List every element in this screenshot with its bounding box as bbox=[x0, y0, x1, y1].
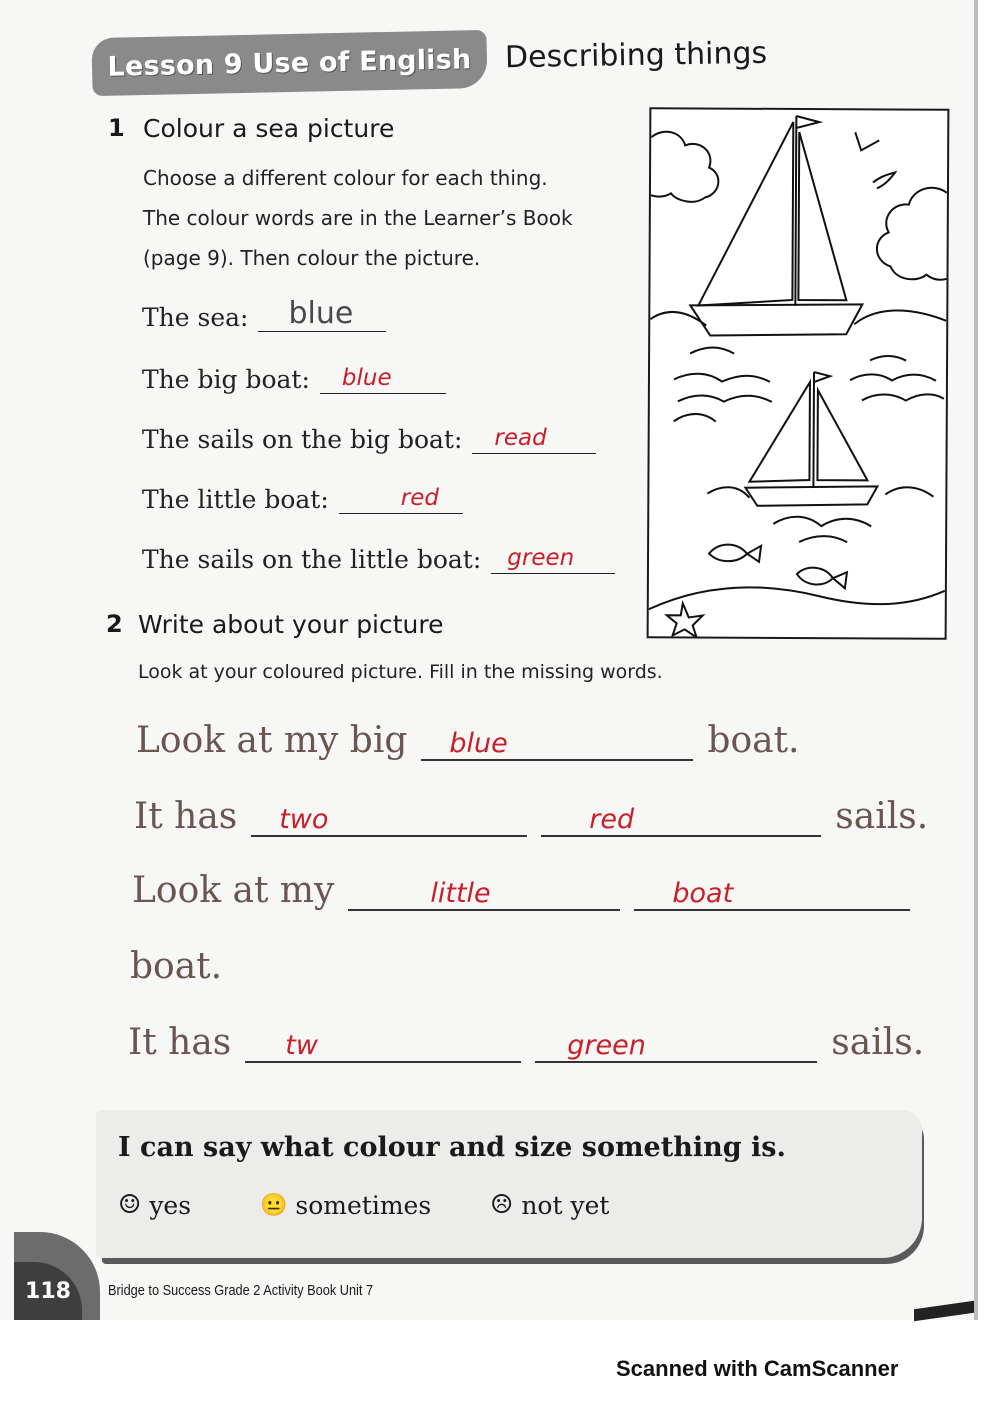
handwritten-answer: red bbox=[589, 804, 635, 835]
handwritten-answer: boat bbox=[672, 878, 734, 909]
section-1-instructions bbox=[143, 158, 573, 278]
bird-icon bbox=[855, 132, 879, 150]
sentence-3-continued bbox=[130, 946, 222, 987]
page-edge bbox=[974, 0, 978, 1320]
big-boat-hull bbox=[690, 303, 862, 336]
option-label: sometimes bbox=[295, 1190, 432, 1220]
colour-answer-field[interactable] bbox=[339, 480, 463, 514]
fill-in-blank[interactable] bbox=[535, 1023, 817, 1063]
handwritten-answer: green bbox=[507, 545, 575, 571]
colour-row-sea bbox=[142, 292, 386, 332]
colour-row-little-boat bbox=[142, 474, 463, 514]
colour-row-label: The sails on the little boat: bbox=[142, 545, 482, 574]
fish-icon bbox=[709, 545, 761, 562]
fish-icon bbox=[797, 568, 847, 589]
sentence-text: It has bbox=[134, 796, 238, 837]
colour-row-label: The sails on the big boat: bbox=[142, 425, 463, 454]
colour-row-label: The sea: bbox=[142, 303, 249, 332]
self-assessment-options bbox=[118, 1190, 609, 1220]
colour-row-big-boat-sails bbox=[142, 414, 596, 454]
colour-answer-field[interactable] bbox=[258, 298, 386, 332]
section-2-instruction: Look at your coloured picture. Fill in the missing words. bbox=[138, 661, 663, 683]
handwritten-answer: blue bbox=[288, 296, 354, 331]
option-label: not yet bbox=[521, 1190, 610, 1220]
instruction-line-2: The colour words are in the Learner’s Book bbox=[143, 206, 573, 230]
sad-face-icon: ☹ bbox=[490, 1190, 514, 1220]
instruction-line-3: (page 9). Then colour the picture. bbox=[143, 246, 481, 270]
sea-picture-illustration bbox=[649, 109, 948, 638]
colour-row-label: The big boat: bbox=[142, 365, 310, 394]
big-boat-sail-left bbox=[698, 121, 793, 305]
colour-answer-field[interactable] bbox=[491, 540, 615, 574]
fill-in-blank[interactable] bbox=[245, 1023, 521, 1063]
can-do-statement: I can say what colour and size something is. bbox=[118, 1132, 786, 1163]
sea-picture[interactable] bbox=[647, 107, 950, 640]
sentence-text: It has bbox=[128, 1022, 232, 1063]
book-info: Bridge to Success Grade 2 Activity Book Unit 7 bbox=[108, 1282, 374, 1299]
big-boat-sail-right bbox=[798, 132, 847, 300]
flag-icon bbox=[796, 116, 819, 128]
cloud-right-icon bbox=[877, 188, 947, 280]
sentence-text: Look at my bbox=[132, 870, 335, 911]
sentence-text: sails. bbox=[835, 796, 929, 837]
lesson-label-badge bbox=[91, 30, 487, 96]
fill-in-blank[interactable] bbox=[251, 797, 527, 837]
sentence-text: sails. bbox=[831, 1022, 925, 1063]
lesson-subtitle: Describing things bbox=[504, 35, 768, 76]
starfish-icon bbox=[667, 603, 703, 637]
fill-in-blank[interactable] bbox=[634, 871, 910, 911]
handwritten-answer: tw bbox=[285, 1030, 318, 1061]
handwritten-answer: two bbox=[279, 804, 329, 835]
bird-icon bbox=[873, 172, 895, 188]
lesson-label: Lesson 9 Use of English bbox=[107, 43, 472, 83]
option-not-yet[interactable] bbox=[490, 1190, 609, 1220]
option-yes[interactable] bbox=[118, 1190, 260, 1220]
colour-row-big-boat bbox=[142, 354, 446, 394]
sentence-text: Look at my big bbox=[136, 720, 408, 761]
colour-answer-field[interactable] bbox=[320, 360, 446, 394]
smiley-face-icon: ☺ bbox=[118, 1190, 142, 1220]
colour-row-label: The little boat: bbox=[142, 485, 329, 514]
handwritten-answer: green bbox=[567, 1030, 646, 1061]
handwritten-answer: blue bbox=[449, 728, 508, 759]
sentence-1 bbox=[136, 720, 800, 761]
sentence-text: boat. bbox=[130, 946, 223, 987]
sentence-text: boat. bbox=[707, 720, 800, 761]
section-2-title: Write about your picture bbox=[138, 610, 444, 639]
section-1-number: 1 bbox=[108, 114, 125, 142]
handwritten-answer: little bbox=[430, 878, 491, 909]
colour-row-little-boat-sails bbox=[142, 534, 615, 574]
sentence-3 bbox=[132, 870, 924, 911]
can-do-box bbox=[96, 1110, 922, 1258]
sentence-2 bbox=[134, 796, 928, 837]
neutral-face-icon: 😐 bbox=[260, 1192, 288, 1218]
little-boat-sail-right bbox=[817, 390, 867, 480]
handwritten-answer: blue bbox=[341, 365, 392, 391]
section-1-title: Colour a sea picture bbox=[143, 114, 395, 143]
fill-in-blank[interactable] bbox=[541, 797, 821, 837]
handwritten-answer: read bbox=[494, 425, 547, 451]
page-number: 118 bbox=[25, 1278, 71, 1304]
option-sometimes[interactable] bbox=[260, 1190, 490, 1220]
colour-answer-field[interactable] bbox=[472, 420, 596, 454]
flag-icon bbox=[814, 372, 830, 382]
sentence-4 bbox=[128, 1022, 924, 1063]
fill-in-blank[interactable] bbox=[421, 721, 693, 761]
little-boat-hull bbox=[745, 486, 877, 507]
scanner-watermark: Scanned with CamScanner bbox=[616, 1356, 899, 1381]
option-label: yes bbox=[149, 1190, 192, 1220]
handwritten-answer: red bbox=[400, 485, 439, 511]
instruction-line-1: Choose a different colour for each thing. bbox=[143, 166, 548, 190]
fill-in-blank[interactable] bbox=[348, 871, 620, 911]
cloud-left-icon bbox=[651, 132, 719, 202]
section-2-number: 2 bbox=[106, 610, 123, 638]
